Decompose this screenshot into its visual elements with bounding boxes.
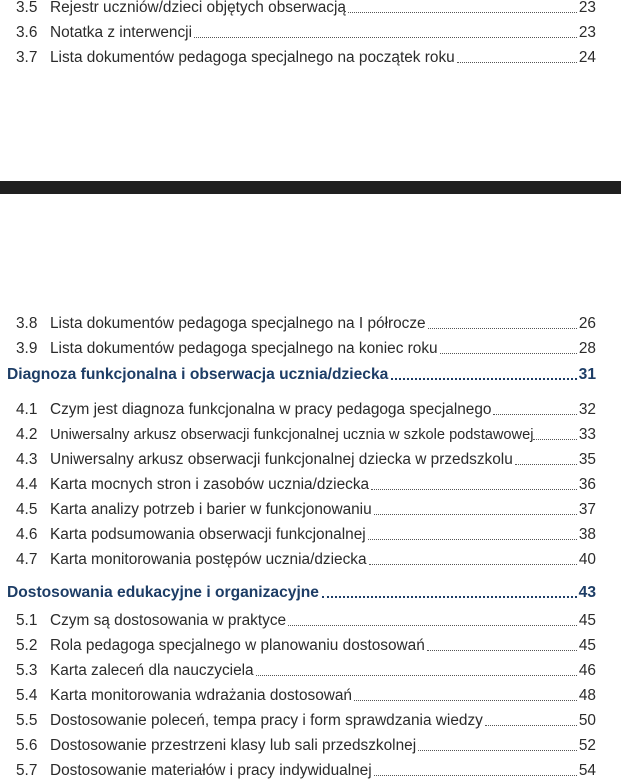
toc-entry-title: Uniwersalny arkusz obserwacji funkcjonalnej dziecka w przedszkolu: [50, 451, 513, 468]
toc-entry-page: 23: [578, 0, 596, 16]
toc-entry-number: 4.7: [16, 551, 38, 568]
toc-entry-page: 37: [578, 501, 596, 518]
toc-entry-number: 5.7: [16, 762, 38, 779]
toc-entry-4-2[interactable]: [16, 422, 596, 444]
toc-entry-number: 3.9: [16, 340, 38, 357]
dot-leader: [418, 750, 577, 751]
toc-entry-page: 45: [578, 637, 596, 654]
dot-leader: [322, 596, 577, 598]
toc-entry-title: Karta analizy potrzeb i barier w funkcjonowaniu: [50, 501, 372, 518]
toc-entry-title: Czym są dostosowania w praktyce: [50, 612, 287, 629]
toc-entry-title: Notatka z interwencji: [50, 24, 192, 41]
toc-entry-page: 35: [578, 451, 596, 468]
toc-entry-title: Rola pedagoga specjalnego w planowaniu dostosowań: [50, 637, 425, 654]
toc-entry-title: Karta monitorowania wdrażania dostosowań: [50, 687, 352, 704]
toc-entry-3-8[interactable]: [16, 311, 596, 333]
toc-chapter-diagnoza[interactable]: [7, 360, 596, 384]
toc-entry-page: 52: [578, 737, 596, 754]
toc-entry-number: 3.6: [16, 24, 38, 41]
toc-entry-5-4[interactable]: [16, 683, 596, 705]
toc-entry-number: 5.1: [16, 612, 38, 629]
page-separator: [0, 181, 621, 194]
toc-entry-number: 4.1: [16, 401, 38, 418]
toc-entry-title: Lista dokumentów pedagoga specjalnego na początek roku: [50, 49, 455, 66]
toc-entry-title: Czym jest diagnoza funkcjonalna w pracy pedagoga specjalnego: [50, 401, 492, 418]
toc-entry-number: 5.3: [16, 662, 38, 679]
toc-entry-page: 54: [578, 762, 596, 779]
dot-leader: [348, 12, 577, 13]
dot-leader: [368, 539, 577, 540]
dot-leader: [493, 414, 576, 415]
toc-entry-number: 5.5: [16, 712, 38, 729]
toc-chapter-page: 43: [578, 584, 596, 601]
toc-entry-number: 3.5: [16, 0, 38, 16]
dot-leader: [457, 62, 577, 63]
dot-leader: [371, 489, 577, 490]
toc-entry-title: Karta zaleceń dla nauczyciela: [50, 662, 254, 679]
toc-entry-page: 33: [578, 426, 596, 443]
dot-leader: [354, 700, 577, 701]
toc-entry-3-5[interactable]: [16, 0, 596, 17]
toc-entry-4-3[interactable]: [16, 447, 596, 469]
toc-entry-page: 24: [578, 49, 596, 66]
toc-entry-number: 5.6: [16, 737, 38, 754]
toc-entry-title: Dostosowanie materiałów i pracy indywidualnej: [50, 762, 372, 779]
toc-entry-4-1[interactable]: [16, 397, 596, 419]
toc-chapter-title: Diagnoza funkcjonalna i obserwacja ucznia/dziecka: [7, 366, 389, 383]
toc-entry-4-4[interactable]: [16, 472, 596, 494]
toc-entry-title: Karta podsumowania obserwacji funkcjonalnej: [50, 526, 366, 543]
toc-entry-5-1[interactable]: [16, 608, 596, 630]
toc-entry-3-9[interactable]: [16, 336, 596, 358]
toc-chapter-page: 31: [578, 366, 596, 383]
toc-page-upper: [0, 0, 621, 181]
toc-entry-3-6[interactable]: [16, 20, 596, 42]
toc-entry-title: Rejestr uczniów/dzieci objętych obserwacją: [50, 0, 346, 16]
toc-entry-page: 40: [578, 551, 596, 568]
toc-entry-page: 45: [578, 612, 596, 629]
toc-chapter-title: Dostosowania edukacyjne i organizacyjne: [7, 584, 319, 601]
dot-leader: [427, 650, 577, 651]
toc-entry-title: Lista dokumentów pedagoga specjalnego na koniec roku: [50, 340, 438, 357]
dot-leader: [288, 625, 577, 626]
toc-entry-title: Uniwersalny arkusz obserwacji funkcjonalnej ucznia w szkole podstawowej: [50, 427, 534, 443]
dot-leader: [515, 464, 577, 465]
toc-entry-4-5[interactable]: [16, 497, 596, 519]
dot-leader: [428, 328, 577, 329]
toc-entry-number: 5.4: [16, 687, 38, 704]
toc-entry-page: 23: [578, 24, 596, 41]
toc-entry-5-7[interactable]: [16, 758, 596, 780]
toc-entry-5-2[interactable]: [16, 633, 596, 655]
toc-entry-5-3[interactable]: [16, 658, 596, 680]
toc-entry-number: 4.4: [16, 476, 38, 493]
dot-leader: [533, 439, 576, 440]
toc-entry-number: 4.3: [16, 451, 38, 468]
toc-entry-title: Dostosowanie przestrzeni klasy lub sali przedszkolnej: [50, 737, 417, 754]
toc-entry-number: 4.6: [16, 526, 38, 543]
dot-leader: [440, 353, 577, 354]
toc-entry-5-5[interactable]: [16, 708, 596, 730]
toc-entry-4-7[interactable]: [16, 547, 596, 569]
toc-entry-page: 46: [578, 662, 596, 679]
toc-entry-page: 38: [578, 526, 596, 543]
toc-entry-number: 4.5: [16, 501, 38, 518]
toc-entry-4-6[interactable]: [16, 522, 596, 544]
toc-entry-page: 36: [578, 476, 596, 493]
dot-leader: [369, 564, 577, 565]
dot-leader: [194, 37, 577, 38]
toc-entry-page: 32: [578, 401, 596, 418]
toc-entry-page: 48: [578, 687, 596, 704]
toc-entry-number: 3.8: [16, 315, 38, 332]
toc-entry-page: 50: [578, 712, 596, 729]
toc-entry-page: 26: [578, 315, 596, 332]
dot-leader: [391, 378, 576, 380]
toc-entry-3-7[interactable]: [16, 45, 596, 67]
toc-chapter-dostosowania[interactable]: [7, 578, 596, 602]
toc-entry-number: 5.2: [16, 637, 38, 654]
toc-entry-number: 4.2: [16, 426, 38, 443]
toc-entry-number: 3.7: [16, 49, 38, 66]
toc-entry-page: 28: [578, 340, 596, 357]
dot-leader: [374, 775, 577, 776]
toc-entry-title: Lista dokumentów pedagoga specjalnego na I półrocze: [50, 315, 426, 332]
dot-leader: [485, 725, 577, 726]
toc-entry-5-6[interactable]: [16, 733, 596, 755]
toc-entry-title: Karta monitorowania postępów ucznia/dziecka: [50, 551, 367, 568]
dot-leader: [256, 675, 577, 676]
toc-entry-title: Karta mocnych stron i zasobów ucznia/dziecka: [50, 476, 370, 493]
dot-leader: [374, 514, 577, 515]
toc-entry-title: Dostosowanie poleceń, tempa pracy i form sprawdzania wiedzy: [50, 712, 483, 729]
toc-page-lower: [0, 194, 621, 778]
